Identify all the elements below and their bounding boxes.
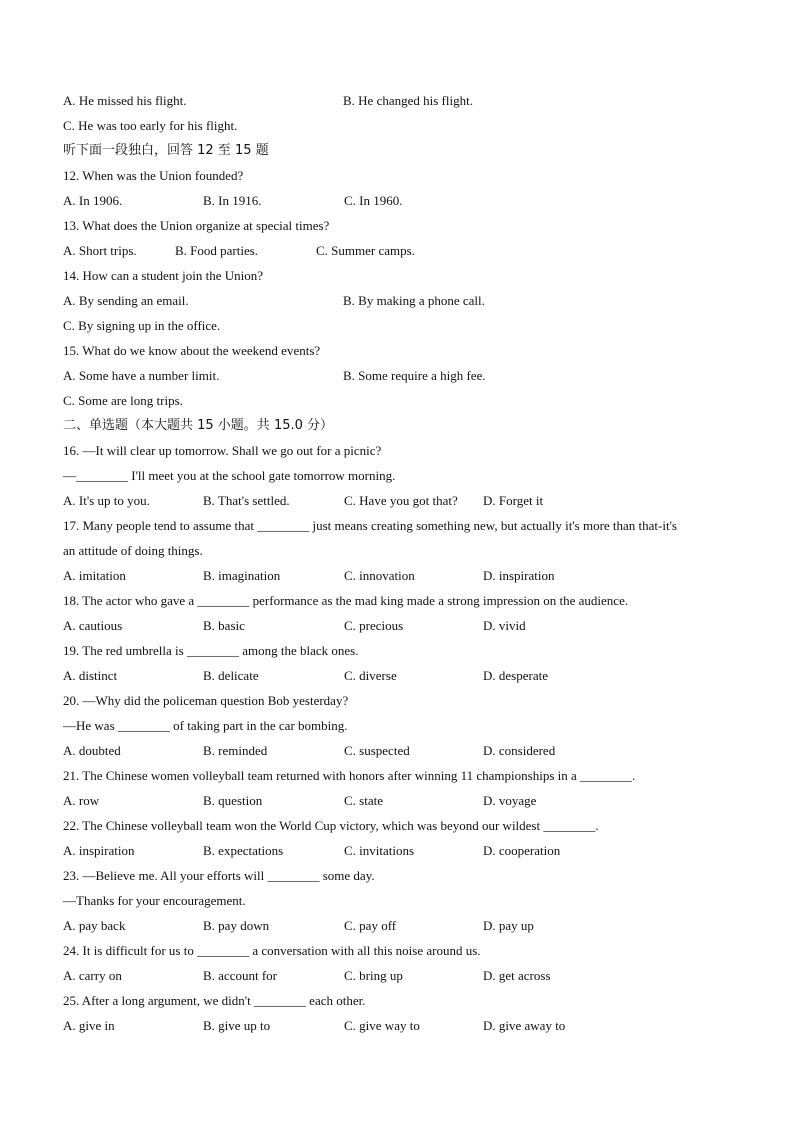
option-b: B. Some require a high fee.: [343, 368, 486, 383]
option-a: A. It's up to you.: [63, 493, 150, 508]
option-row: [63, 663, 743, 688]
question-12: [63, 163, 743, 188]
option-row: [63, 388, 743, 413]
option-row: [63, 913, 743, 938]
option-b: B. imagination: [203, 568, 281, 583]
option-row: [63, 788, 743, 813]
question-15: [63, 338, 743, 363]
option-row: [63, 613, 743, 638]
option-c: C. By signing up in the office.: [63, 318, 221, 333]
question-text: 21. The Chinese women volleyball team returned with honors after winning 11 championships in a ________.: [63, 768, 636, 783]
question-25: [63, 988, 743, 1013]
option-c: C. suspected: [344, 743, 410, 758]
option-b: B. basic: [203, 618, 245, 633]
option-row: [63, 188, 743, 213]
option-row: [63, 738, 743, 763]
option-c: C. precious: [344, 618, 404, 633]
section-instruction: [63, 138, 743, 163]
option-a: A. Short trips.: [63, 243, 137, 258]
option-row: [63, 563, 743, 588]
option-d: D. inspiration: [483, 568, 555, 583]
option-b: B. give up to: [203, 1018, 271, 1033]
question-text: 16. —It will clear up tomorrow. Shall we go out for a picnic?: [63, 443, 382, 458]
option-b: B. He changed his flight.: [343, 93, 473, 108]
option-c: C. Have you got that?: [344, 493, 458, 508]
section-heading: [63, 413, 743, 438]
question-text: 14. How can a student join the Union?: [63, 268, 264, 283]
question-20-reply: [63, 713, 743, 738]
option-c: C. He was too early for his flight.: [63, 118, 238, 133]
option-a: A. He missed his flight.: [63, 93, 187, 108]
option-c: C. bring up: [344, 968, 403, 983]
question-23: [63, 863, 743, 888]
option-a: A. doubted: [63, 743, 121, 758]
option-d: D. vivid: [483, 618, 526, 633]
question-text: an attitude of doing things.: [63, 543, 203, 558]
option-a: A. By sending an email.: [63, 293, 189, 308]
option-a: A. pay back: [63, 918, 126, 933]
option-row: [63, 88, 743, 113]
question-14: [63, 263, 743, 288]
question-13: [63, 213, 743, 238]
question-text: 17. Many people tend to assume that ________ just means creating something new, but actually it's more than that-it's: [63, 518, 677, 533]
option-c: C. innovation: [344, 568, 415, 583]
option-d: D. considered: [483, 743, 556, 758]
exam-page: [63, 88, 743, 1038]
option-row: [63, 1013, 743, 1038]
option-b: B. delicate: [203, 668, 259, 683]
option-c: C. In 1960.: [344, 193, 403, 208]
question-text: 25. After a long argument, we didn't ________ each other.: [63, 993, 366, 1008]
question-text: 18. The actor who gave a ________ performance as the mad king made a strong impression on the audience.: [63, 593, 629, 608]
question-text: 22. The Chinese volleyball team won the World Cup victory, which was beyond our wildest ________.: [63, 818, 599, 833]
option-row: [63, 963, 743, 988]
option-c: C. invitations: [344, 843, 415, 858]
option-b: B. pay down: [203, 918, 270, 933]
option-d: D. pay up: [483, 918, 534, 933]
section-heading-text: 二、单选题（本大题共 15 小题。共 15.0 分）: [63, 418, 334, 433]
option-a: A. give in: [63, 1018, 115, 1033]
option-b: B. Food parties.: [175, 243, 259, 258]
option-d: D. cooperation: [483, 843, 561, 858]
option-c: C. diverse: [344, 668, 397, 683]
question-text: 20. —Why did the policeman question Bob yesterday?: [63, 693, 349, 708]
option-row: [63, 313, 743, 338]
option-a: A. row: [63, 793, 100, 808]
question-text: 19. The red umbrella is ________ among the black ones.: [63, 643, 359, 658]
question-text: 13. What does the Union organize at special times?: [63, 218, 330, 233]
option-c: C. Summer camps.: [316, 243, 415, 258]
option-d: D. desperate: [483, 668, 548, 683]
option-d: D. get across: [483, 968, 551, 983]
question-16-reply: [63, 463, 743, 488]
option-row: [63, 363, 743, 388]
question-text: —He was ________ of taking part in the car bombing.: [63, 718, 348, 733]
question-text: 23. —Believe me. All your efforts will ________ some day.: [63, 868, 375, 883]
option-a: A. In 1906.: [63, 193, 123, 208]
option-a: A. Some have a number limit.: [63, 368, 220, 383]
option-a: A. carry on: [63, 968, 122, 983]
option-b: B. expectations: [203, 843, 284, 858]
option-d: D. give away to: [483, 1018, 566, 1033]
option-row: [63, 113, 743, 138]
option-a: A. imitation: [63, 568, 126, 583]
question-22: [63, 813, 743, 838]
question-text: —Thanks for your encouragement.: [63, 893, 246, 908]
question-text: 12. When was the Union founded?: [63, 168, 244, 183]
question-19: [63, 638, 743, 663]
option-b: B. In 1916.: [203, 193, 262, 208]
option-a: A. distinct: [63, 668, 118, 683]
option-c: C. state: [344, 793, 383, 808]
question-23-reply: [63, 888, 743, 913]
option-b: B. That's settled.: [203, 493, 290, 508]
option-c: C. pay off: [344, 918, 397, 933]
question-17: [63, 513, 743, 538]
option-row: [63, 288, 743, 313]
option-b: B. By making a phone call.: [343, 293, 485, 308]
question-16: [63, 438, 743, 463]
question-text: 15. What do we know about the weekend events?: [63, 343, 321, 358]
question-20: [63, 688, 743, 713]
option-c: C. give way to: [344, 1018, 420, 1033]
option-d: D. voyage: [483, 793, 537, 808]
option-a: A. cautious: [63, 618, 123, 633]
question-17-cont: [63, 538, 743, 563]
option-b: B. reminded: [203, 743, 268, 758]
question-text: 24. It is difficult for us to ________ a conversation with all this noise around us.: [63, 943, 481, 958]
option-b: B. account for: [203, 968, 278, 983]
option-b: B. question: [203, 793, 263, 808]
question-18: [63, 588, 743, 613]
option-row: [63, 238, 743, 263]
option-c: C. Some are long trips.: [63, 393, 183, 408]
section-instruction-text: 听下面一段独白，回答 12 至 15 题: [63, 143, 269, 158]
question-text: —________ I'll meet you at the school gate tomorrow morning.: [63, 468, 396, 483]
question-21: [63, 763, 743, 788]
option-a: A. inspiration: [63, 843, 135, 858]
option-row: [63, 838, 743, 863]
option-row: [63, 488, 743, 513]
question-24: [63, 938, 743, 963]
option-d: D. Forget it: [483, 493, 544, 508]
